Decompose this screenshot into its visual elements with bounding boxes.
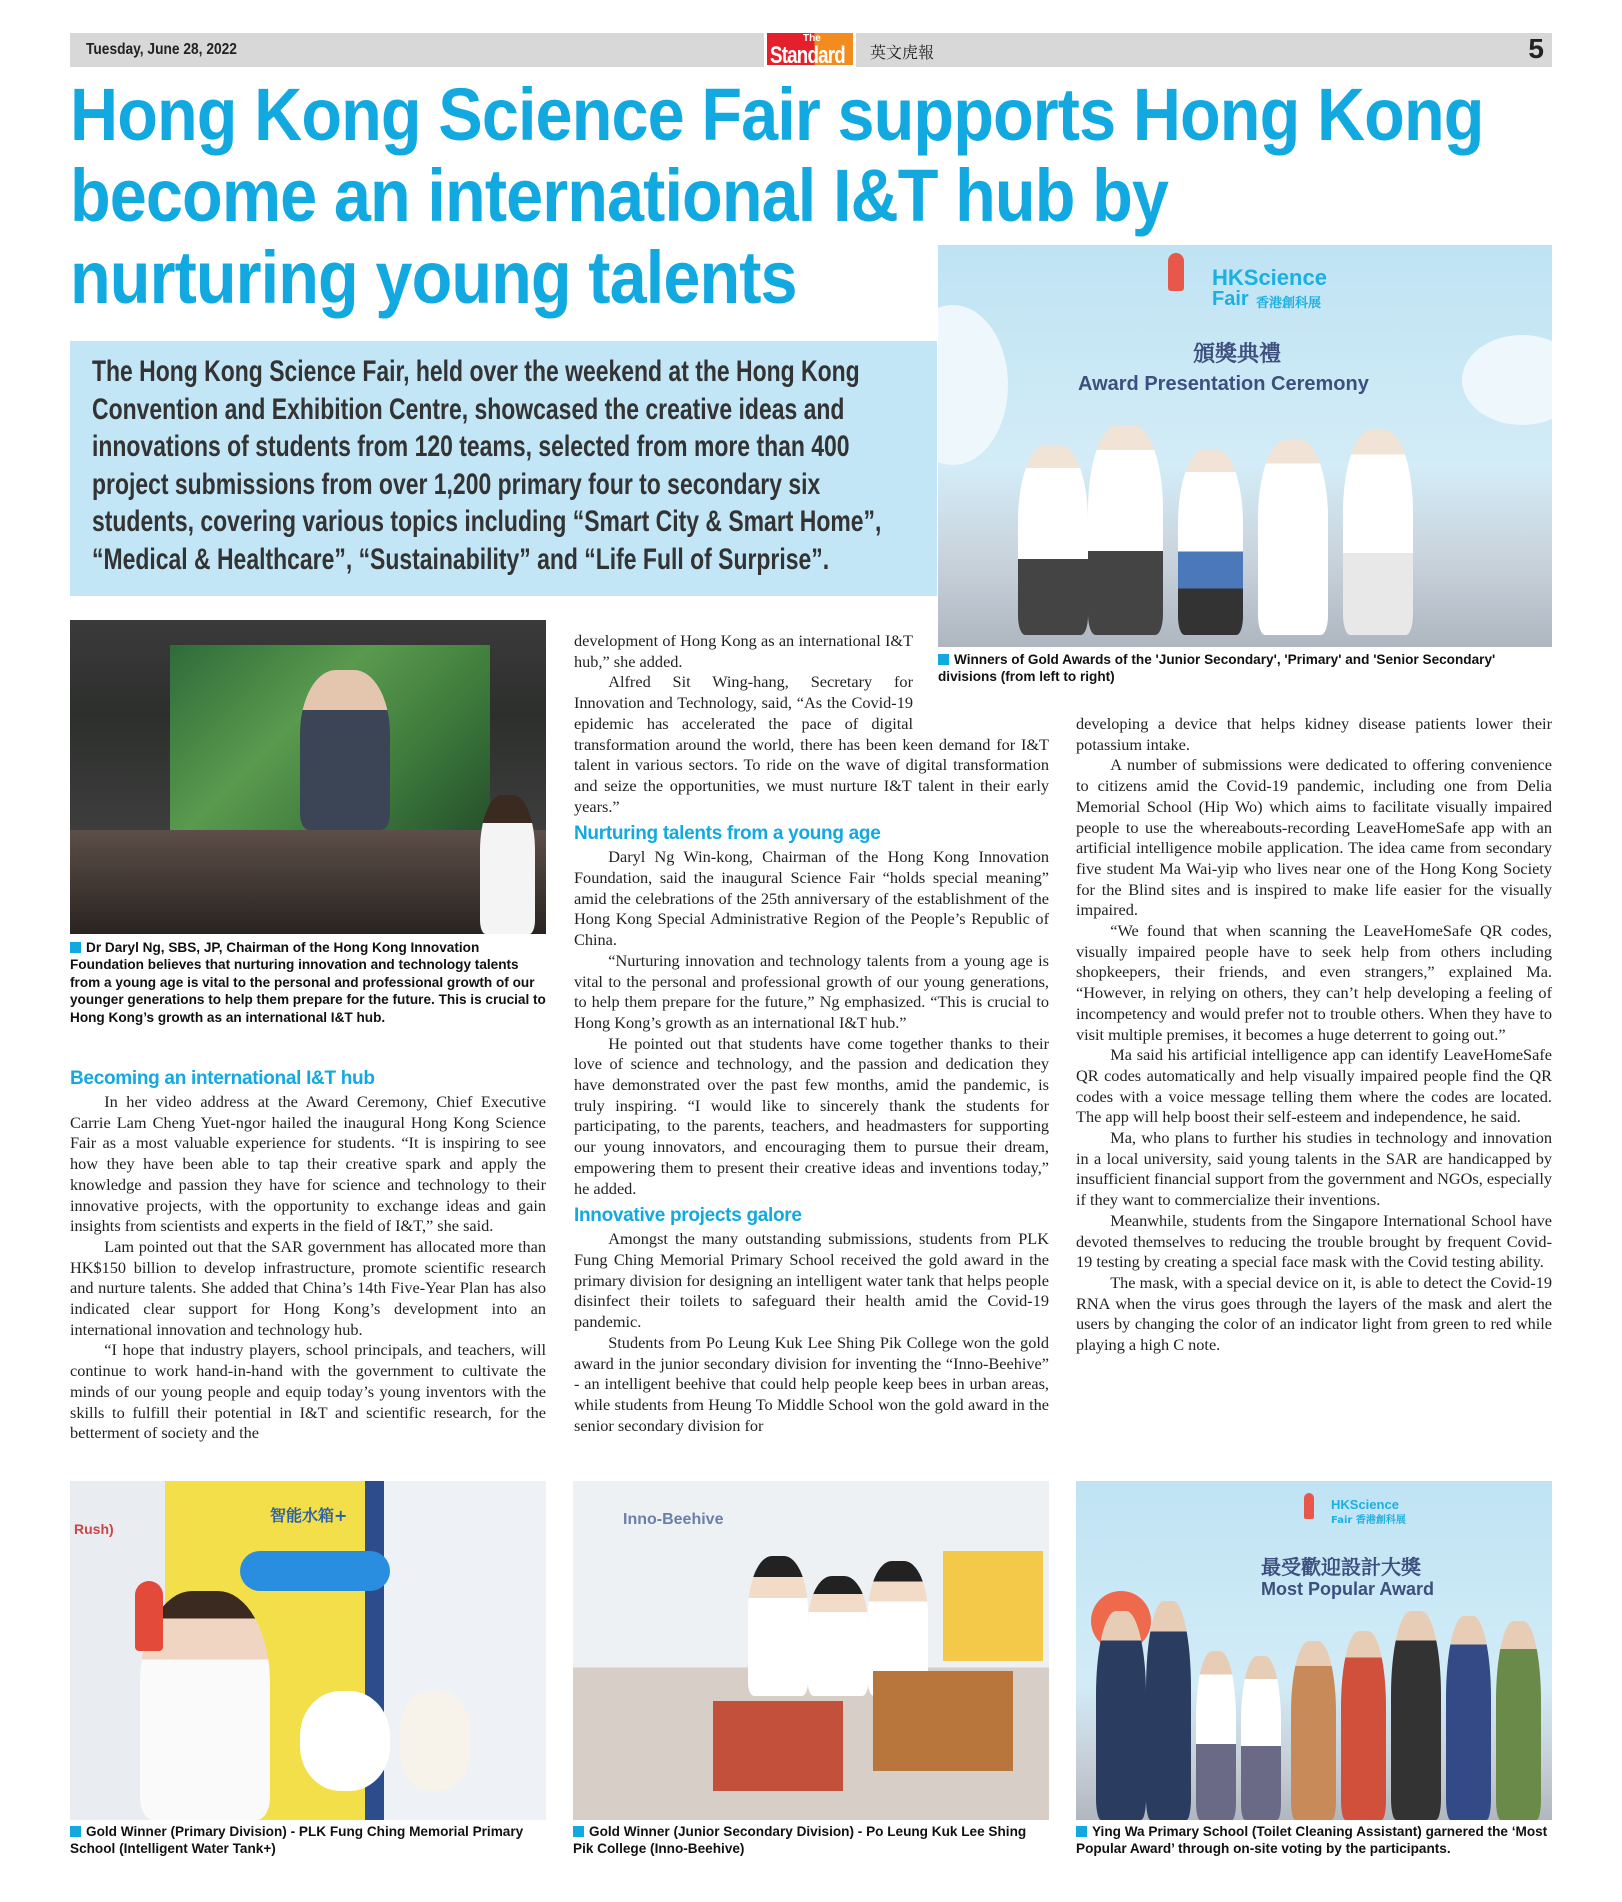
paragraph: Daryl Ng Win-kong, Chairman of the Hong Kong Innovation Foundation, said the inaugural Science Fair “holds special meaning” amid the celebrations of the 25th anniversary of the establishment of the Hong Kong Special Administrative Region of the People’s Republic of China.	[574, 847, 1049, 950]
speaker-photo-caption	[70, 939, 546, 1026]
article-column-2	[574, 631, 1049, 1436]
poster-text: Rush)	[74, 1521, 114, 1537]
rocket-icon	[1168, 253, 1184, 291]
logo-chinese-text: Fair 香港創科展	[1331, 1515, 1406, 1526]
paragraph: He pointed out that students have come together thanks to their love of science and technology, and the passion and dedication they have demonstrated over the past few months, amid the pandemic, is truly inspiring. “I would like to sincerely thank the students for participating, to the parents, teachers, and headmasters for supporting our young innovators, and encouraging them to pursue their dream, empowering them to present their creative ideas and inventions today,” he added.	[574, 1033, 1049, 1198]
paragraph: In her video address at the Award Ceremony, Chief Executive Carrie Lam Cheng Yuet-ngor hailed the inaugural Hong Kong Science Fair as a most valuable experience for students. “It is inspiring to see how they have been able to tap their creative spark and apply the knowledge and passion they have for science and technology to their innovative projects, with the opportunity to exchange ideas and gain insights from scientists and experts in the field of I&T,” she said.	[70, 1092, 546, 1236]
page-number: 5	[1528, 33, 1544, 64]
caption-text: Winners of Gold Awards of the 'Junior Secondary', 'Primary' and 'Senior Secondary' divisions (from left to right)	[938, 652, 1496, 685]
award-english-title: Most Popular Award	[1261, 1579, 1435, 1599]
intro-box	[70, 341, 937, 596]
subheading-innovative-projects: Innovative projects galore	[574, 1205, 802, 1227]
paper-chinese-name: 英文虎報	[870, 43, 935, 62]
inno-beehive-winner-photo	[573, 1481, 1049, 1820]
paragraph: “We found that when scanning the LeaveHomeSafe QR codes, visually impaired people have to seek help from others including shopkeepers, their friends, and even strangers,” explained Ma. “However, in relying on others, they can’t help developing a feeling of incompetency and would prefer not to trouble others. When they have to visit multiple premises, it becomes a huge deterrent to going out.”	[1076, 921, 1552, 1044]
page-header	[70, 33, 1552, 67]
subheading-becoming-hub: Becoming an international I&T hub	[70, 1068, 375, 1089]
bottom-middle-caption	[573, 1823, 1049, 1858]
paragraph: Ma, who plans to further his studies in technology and innovation in a local university, said young talents in the SAR are handicapped by insufficient financial support from the government and NGOs, especially if they want to commercialize their inventions.	[1076, 1128, 1552, 1210]
hkscience-logo-text: HKScience	[1212, 265, 1327, 290]
paragraph: Lam pointed out that the SAR government has allocated more than HK$150 billion to develop infrastructure, promote scientific research and nurture talents. She added that China’s 14th Five-Year Plan has also indicated clear support for Hong Kong’s development into an international innovation and technology hub.	[70, 1236, 546, 1339]
headline-line-1: Hong Kong Science Fair supports Hong Kong	[70, 73, 1484, 156]
fair-logo-text: Fair	[1212, 288, 1249, 310]
ceremony-english-title: Award Presentation Ceremony	[1078, 373, 1369, 395]
intro-text: The Hong Kong Science Fair, held over the weekend at the Hong Kong Convention and Exhibition Centre, showcased the creative ideas and innovations of students from 120 teams, selected from more than 400 project submissions from over 1,200 primary four to secondary six students, covering various topics including “Smart City & Smart Home”, “Medical & Healthcare”, “Sustainability” and “Life Full of Surprise”.	[92, 355, 882, 576]
paragraph: development of Hong Kong as an international I&T hub,” she added.	[574, 631, 913, 671]
issue-date: Tuesday, June 28, 2022	[86, 41, 237, 58]
caption-marker-icon	[70, 1826, 81, 1837]
article-column-1	[70, 1062, 546, 1444]
logo-chinese-text: 香港創科展	[1256, 296, 1322, 311]
bottom-right-caption	[1076, 1823, 1552, 1858]
paragraph: Meanwhile, students from the Singapore International School have devoted themselves to reducing the trouble brought by frequent Covid-19 testing by creating a special face mask with the Covid testing ability.	[1076, 1210, 1552, 1272]
paragraph: Students from Po Leung Kuk Lee Shing Pik College won the gold award in the junior secondary division for inventing the “Inno-Beehive” - an intelligent beehive that could help people keep bees in urban areas, while students from Heung To Middle School won the gold award in the senior secondary division for	[574, 1332, 1049, 1435]
speaker-video-photo	[70, 620, 546, 934]
caption-text: Dr Daryl Ng, SBS, JP, Chairman of the Hong Kong Innovation Foundation believes that nurturing innovation and technology talents from a young age is vital to the personal and professional growth of our younger generations to help them prepare for the future. This is crucial to Hong Kong’s growth as an international I&T hub.	[70, 940, 546, 1025]
article-column-3	[1076, 714, 1552, 1356]
caption-marker-icon	[573, 1826, 584, 1837]
caption-marker-icon	[70, 942, 81, 953]
logo-the: The	[803, 33, 821, 44]
paragraph: “I hope that industry players, school principals, and teachers, will continue to work hand-in-hand with the government to cultivate the minds of our young people and equip today’s young inventors with the skills to fulfill their potential in I&T and scientific research, for the betterment of society and the	[70, 1340, 546, 1443]
bottom-left-caption	[70, 1823, 546, 1858]
award-ceremony-photo	[938, 245, 1552, 647]
hkscience-logo-text: HKScience	[1331, 1497, 1399, 1512]
paragraph: developing a device that helps kidney disease patients lower their potassium intake.	[1076, 714, 1552, 754]
poster-title: 智能水箱+	[270, 1506, 348, 1525]
paragraph: The mask, with a special device on it, is able to detect the Covid-19 RNA when the virus goes through the layers of the mask and alert the users by changing the color of an indicator light from green to red while playing a high C note.	[1076, 1272, 1552, 1355]
subheading-nurturing-talents: Nurturing talents from a young age	[574, 823, 881, 845]
poster-title: Inno-Beehive	[623, 1511, 724, 1528]
water-tank-winner-photo	[70, 1481, 546, 1820]
ceremony-chinese-title: 頒獎典禮	[1193, 342, 1282, 367]
caption-text: Gold Winner (Primary Division) - PLK Fung Ching Memorial Primary School (Intelligent Water Tank+)	[70, 1824, 524, 1857]
logo-name: Standard	[770, 42, 845, 69]
headline-line-3: nurturing young talents	[70, 236, 797, 319]
paragraph: A number of submissions were dedicated to offering convenience to citizens amid the Covid-19 pandemic, including one from Delia Memorial School (Hip Wo) which aims to facilitate visually impaired people to use the whereabouts-recording LeaveHomeSafe app with an artificial intelligence mobile application. The idea came from secondary five student Ma Wai-yip who lives near one of the Hong Kong Society for the Blind sites and is inspired to make life easier for the visually impaired.	[1076, 755, 1552, 920]
caption-text: Ying Wa Primary School (Toilet Cleaning Assistant) garnered the ‘Most Popular Award’ through on-site voting by the participants.	[1076, 1824, 1548, 1857]
caption-marker-icon	[1076, 1826, 1087, 1837]
photo-wrap-spacer	[913, 631, 1049, 714]
the-standard-logo	[764, 30, 856, 68]
paragraph: Alfred Sit Wing-hang, Secretary for Innovation and Technology, said, “As the Covid-19 epidemic has accelerated the pace of digital transformation around the world, there has been keen demand for I&T talent in various sectors. To ride on the wave of digital transformation and seize the opportunities, we must nurture I&T talent in their early years.”	[574, 672, 1049, 816]
caption-text: Gold Winner (Junior Secondary Division) - Po Leung Kuk Lee Shing Pik College (Inno-Beehive)	[573, 1824, 1027, 1857]
paragraph: Amongst the many outstanding submissions, students from PLK Fung Ching Memorial Primary School received the gold award in the primary division for designing an intelligent water tank that helps people disinfect their toilets to safeguard their health amid the Covid-19 pandemic.	[574, 1229, 1049, 1332]
award-chinese-title: 最受歡迎設計大獎	[1261, 1555, 1421, 1579]
most-popular-award-photo	[1076, 1481, 1552, 1820]
headline-line-2: become an international I&T hub by	[70, 154, 1169, 237]
paragraph: “Nurturing innovation and technology talents from a young age is vital to the personal and professional growth of our young generations, to help them prepare for the future,” Ng emphasized. “This is crucial to Hong Kong’s growth as an international I&T hub.”	[574, 950, 1049, 1032]
paragraph: Ma said his artificial intelligence app can identify LeaveHomeSafe QR codes automatically and help visually impaired people find the QR codes with a voice message telling them where the codes are located. The app will help boost their self-esteem and independence, he said.	[1076, 1045, 1552, 1127]
rocket-icon	[1304, 1493, 1314, 1519]
